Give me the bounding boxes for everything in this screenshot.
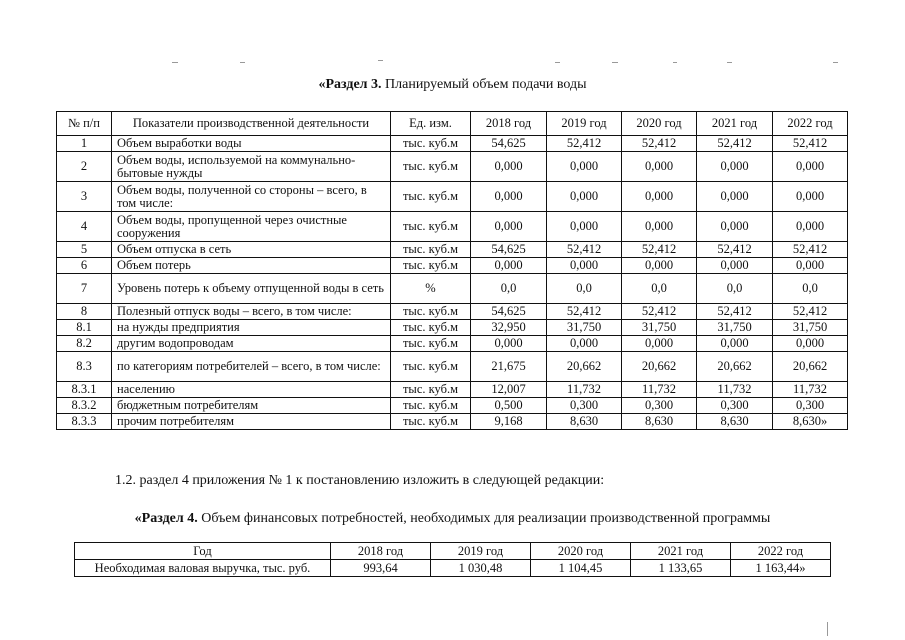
row-number: 5: [57, 242, 112, 258]
table-row: [57, 398, 848, 414]
value-2019: 52,412: [547, 136, 622, 152]
column-header: Показатели производственной деятельности: [112, 112, 391, 136]
column-header: 2021 год: [631, 543, 731, 560]
value-2021: 1 133,65: [631, 560, 731, 577]
value-2022: 0,000: [773, 336, 848, 352]
value-2022: 0,000: [773, 258, 848, 274]
row-number: 8.3.2: [57, 398, 112, 414]
value-2019: 11,732: [547, 382, 622, 398]
value-2021: 11,732: [697, 382, 773, 398]
value-2020: 31,750: [622, 320, 697, 336]
row-unit: тыс. куб.м: [391, 258, 471, 274]
value-2021: 0,000: [697, 258, 773, 274]
table-row: [57, 182, 848, 212]
column-header: 2022 год: [773, 112, 848, 136]
row-indicator: Объем отпуска в сеть: [112, 242, 391, 258]
value-2018: 0,000: [471, 182, 547, 212]
value-2018: 0,000: [471, 336, 547, 352]
row-number: 6: [57, 258, 112, 274]
row-number: 8: [57, 304, 112, 320]
column-header: 2020 год: [531, 543, 631, 560]
value-2021: 52,412: [697, 242, 773, 258]
row-label: Необходимая валовая выручка, тыс. руб.: [75, 560, 331, 577]
table-row: [57, 382, 848, 398]
section4-title-rest: Объем финансовых потребностей, необходимых для реализации производственной программы: [197, 511, 771, 526]
scan-mark: [240, 62, 245, 63]
row-indicator: по категориям потребителей – всего, в том числе:: [112, 352, 391, 382]
financial-needs-table: [74, 542, 831, 577]
table-row: [57, 212, 848, 242]
table-header-row: [75, 543, 831, 560]
row-indicator: Объем воды, используемой на коммунально-бытовые нужды: [112, 152, 391, 182]
value-2019: 0,0: [547, 274, 622, 304]
value-2018: 21,675: [471, 352, 547, 382]
table-row: [57, 304, 848, 320]
row-unit: тыс. куб.м: [391, 382, 471, 398]
value-2018: 0,500: [471, 398, 547, 414]
value-2021: 31,750: [697, 320, 773, 336]
row-unit: тыс. куб.м: [391, 336, 471, 352]
table-row: [57, 136, 848, 152]
section4-title: [0, 511, 905, 527]
value-2020: 0,000: [622, 336, 697, 352]
value-2019: 0,000: [547, 152, 622, 182]
value-2021: 20,662: [697, 352, 773, 382]
row-number: 3: [57, 182, 112, 212]
column-header: 2018 год: [471, 112, 547, 136]
value-2020: 0,300: [622, 398, 697, 414]
value-2020: 1 104,45: [531, 560, 631, 577]
row-indicator: Объем потерь: [112, 258, 391, 274]
value-2022: 1 163,44»: [731, 560, 831, 577]
value-2021: 0,300: [697, 398, 773, 414]
value-2021: 0,0: [697, 274, 773, 304]
row-unit: тыс. куб.м: [391, 320, 471, 336]
value-2020: 0,000: [622, 182, 697, 212]
value-2020: 0,000: [622, 258, 697, 274]
value-2019: 0,000: [547, 212, 622, 242]
row-unit: тыс. куб.м: [391, 242, 471, 258]
table-row: [57, 352, 848, 382]
row-unit: тыс. куб.м: [391, 304, 471, 320]
section3-title-rest: Планируемый объем подачи воды: [381, 77, 587, 92]
column-header: 2021 год: [697, 112, 773, 136]
row-unit: тыс. куб.м: [391, 414, 471, 430]
scan-mark: [673, 62, 677, 63]
value-2022: 0,0: [773, 274, 848, 304]
row-unit: тыс. куб.м: [391, 136, 471, 152]
row-number: 8.3: [57, 352, 112, 382]
row-indicator: населению: [112, 382, 391, 398]
row-number: 4: [57, 212, 112, 242]
value-2021: 0,000: [697, 152, 773, 182]
row-number: 8.1: [57, 320, 112, 336]
row-number: 7: [57, 274, 112, 304]
scan-mark: [727, 62, 732, 63]
column-header: Год: [75, 543, 331, 560]
scan-mark: [555, 62, 560, 63]
column-header: 2022 год: [731, 543, 831, 560]
table-row: [57, 152, 848, 182]
scan-mark: [172, 62, 178, 63]
value-2018: 54,625: [471, 304, 547, 320]
value-2021: 8,630: [697, 414, 773, 430]
value-2022: 52,412: [773, 136, 848, 152]
value-2020: 52,412: [622, 304, 697, 320]
value-2020: 52,412: [622, 136, 697, 152]
value-2022: 8,630»: [773, 414, 848, 430]
value-2019: 31,750: [547, 320, 622, 336]
row-indicator: на нужды предприятия: [112, 320, 391, 336]
value-2018: 0,0: [471, 274, 547, 304]
row-indicator: Объем воды, пропущенной через очистные сооружения: [112, 212, 391, 242]
table-row: [57, 274, 848, 304]
value-2018: 9,168: [471, 414, 547, 430]
value-2018: 32,950: [471, 320, 547, 336]
value-2021: 0,000: [697, 182, 773, 212]
row-unit: %: [391, 274, 471, 304]
value-2021: 52,412: [697, 304, 773, 320]
table-row: [57, 320, 848, 336]
section3-title: [0, 77, 905, 93]
row-indicator: Объем воды, полученной со стороны – всего, в том числе:: [112, 182, 391, 212]
value-2020: 0,0: [622, 274, 697, 304]
table-row: [57, 336, 848, 352]
scan-mark: [378, 60, 383, 61]
table-row: [57, 414, 848, 430]
row-unit: тыс. куб.м: [391, 352, 471, 382]
amendment-paragraph: 1.2. раздел 4 приложения № 1 к постановлению изложить в следующей редакции:: [115, 473, 605, 488]
table-row: [57, 242, 848, 258]
row-unit: тыс. куб.м: [391, 212, 471, 242]
value-2019: 52,412: [547, 242, 622, 258]
value-2020: 8,630: [622, 414, 697, 430]
value-2018: 54,625: [471, 242, 547, 258]
section3-title-bold: «Раздел 3.: [318, 77, 382, 92]
value-2018: 993,64: [331, 560, 431, 577]
value-2021: 0,000: [697, 336, 773, 352]
value-2022: 31,750: [773, 320, 848, 336]
scan-mark: [833, 62, 838, 63]
column-header: 2019 год: [431, 543, 531, 560]
row-number: 2: [57, 152, 112, 182]
value-2021: 0,000: [697, 212, 773, 242]
value-2018: 0,000: [471, 152, 547, 182]
value-2022: 52,412: [773, 304, 848, 320]
row-number: 1: [57, 136, 112, 152]
row-indicator: Уровень потерь к объему отпущенной воды в сеть: [112, 274, 391, 304]
water-supply-table: [56, 111, 848, 430]
table-row: [75, 560, 831, 577]
value-2020: 11,732: [622, 382, 697, 398]
column-header: 2020 год: [622, 112, 697, 136]
row-indicator: другим водопроводам: [112, 336, 391, 352]
row-number: 8.3.3: [57, 414, 112, 430]
row-indicator: Объем выработки воды: [112, 136, 391, 152]
value-2021: 52,412: [697, 136, 773, 152]
value-2019: 52,412: [547, 304, 622, 320]
value-2022: 0,000: [773, 212, 848, 242]
row-number: 8.3.1: [57, 382, 112, 398]
value-2022: 0,000: [773, 182, 848, 212]
value-2022: 52,412: [773, 242, 848, 258]
value-2018: 12,007: [471, 382, 547, 398]
value-2020: 0,000: [622, 212, 697, 242]
column-header: 2019 год: [547, 112, 622, 136]
table-row: [57, 258, 848, 274]
value-2019: 20,662: [547, 352, 622, 382]
value-2022: 11,732: [773, 382, 848, 398]
row-unit: тыс. куб.м: [391, 152, 471, 182]
value-2019: 0,300: [547, 398, 622, 414]
value-2018: 0,000: [471, 258, 547, 274]
value-2018: 54,625: [471, 136, 547, 152]
column-header: Ед. изм.: [391, 112, 471, 136]
row-indicator: бюджетным потребителям: [112, 398, 391, 414]
value-2020: 20,662: [622, 352, 697, 382]
value-2019: 8,630: [547, 414, 622, 430]
row-unit: тыс. куб.м: [391, 398, 471, 414]
row-indicator: прочим потребителям: [112, 414, 391, 430]
table-header-row: [57, 112, 848, 136]
value-2019: 0,000: [547, 258, 622, 274]
value-2020: 0,000: [622, 152, 697, 182]
scan-mark: [612, 62, 618, 63]
row-indicator: Полезный отпуск воды – всего, в том числе:: [112, 304, 391, 320]
value-2022: 0,300: [773, 398, 848, 414]
column-header: 2018 год: [331, 543, 431, 560]
value-2022: 0,000: [773, 152, 848, 182]
column-header: № п/п: [57, 112, 112, 136]
value-2018: 0,000: [471, 212, 547, 242]
value-2022: 20,662: [773, 352, 848, 382]
value-2020: 52,412: [622, 242, 697, 258]
scan-mark: [827, 622, 828, 636]
row-unit: тыс. куб.м: [391, 182, 471, 212]
value-2019: 0,000: [547, 336, 622, 352]
value-2019: 1 030,48: [431, 560, 531, 577]
section4-title-bold: «Раздел 4.: [134, 511, 198, 526]
row-number: 8.2: [57, 336, 112, 352]
value-2019: 0,000: [547, 182, 622, 212]
